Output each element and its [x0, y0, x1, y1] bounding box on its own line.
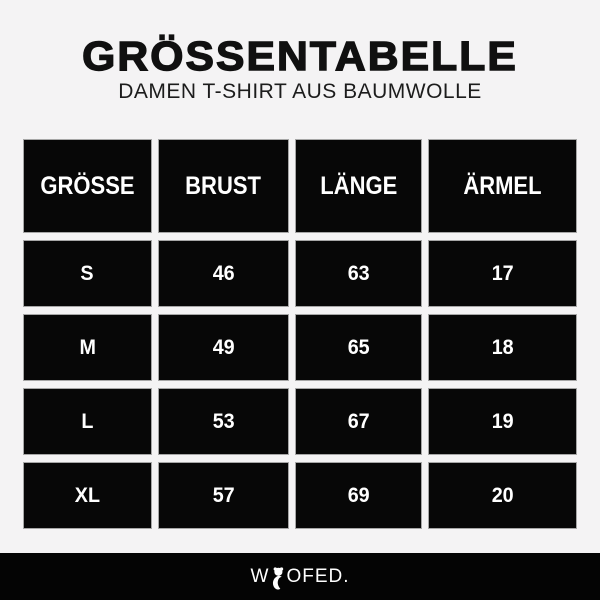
- col-header-laenge: [295, 139, 422, 233]
- brand-footer: [0, 553, 600, 600]
- col-header-aermel: [428, 139, 577, 233]
- col-header-brust: [158, 139, 289, 233]
- value-label: 69: [347, 484, 370, 507]
- size-label: M: [79, 336, 96, 359]
- value-cell-s-brust: [158, 240, 289, 307]
- value-cell-xl-aermel: [428, 462, 577, 529]
- value-cell-m-laenge: [295, 314, 422, 381]
- value-label: 17: [491, 262, 514, 285]
- size-cell-l: [23, 388, 152, 455]
- size-cell-xl: [23, 462, 152, 529]
- value-cell-l-laenge: [295, 388, 422, 455]
- value-label: 49: [212, 336, 235, 359]
- brand-text-w: W: [250, 565, 270, 587]
- value-label: 18: [491, 336, 514, 359]
- value-label: 67: [347, 410, 370, 433]
- value-cell-xl-laenge: [295, 462, 422, 529]
- brand-logo: [251, 563, 350, 590]
- value-label: 46: [212, 262, 235, 285]
- col-header-label: LÄNGE: [320, 171, 397, 200]
- size-label: XL: [74, 484, 101, 507]
- size-cell-m: [23, 314, 152, 381]
- size-label: L: [81, 410, 94, 433]
- value-label: 57: [212, 484, 235, 507]
- col-header-label: BRUST: [185, 171, 262, 200]
- brand-text-ofed: OFED.: [286, 565, 350, 587]
- col-header-label: GRÖSSE: [40, 171, 135, 200]
- value-cell-l-brust: [158, 388, 289, 455]
- size-table: [23, 139, 577, 529]
- value-cell-m-aermel: [428, 314, 577, 381]
- value-cell-xl-brust: [158, 462, 289, 529]
- col-header-groesse: [23, 139, 152, 233]
- value-label: 19: [491, 410, 514, 433]
- value-cell-m-brust: [158, 314, 289, 381]
- dog-icon: [270, 565, 286, 592]
- page-subtitle: DAMEN T-SHIRT AUS BAUMWOLLE: [118, 80, 482, 103]
- value-label: 20: [491, 484, 514, 507]
- page-title: GRÖSSENTABELLE: [82, 33, 518, 79]
- size-cell-s: [23, 240, 152, 307]
- size-label: S: [80, 262, 95, 285]
- value-cell-s-aermel: [428, 240, 577, 307]
- value-cell-l-aermel: [428, 388, 577, 455]
- value-label: 63: [347, 262, 370, 285]
- col-header-label: ÄRMEL: [463, 171, 542, 200]
- value-label: 65: [347, 336, 370, 359]
- value-label: 53: [212, 410, 235, 433]
- value-cell-s-laenge: [295, 240, 422, 307]
